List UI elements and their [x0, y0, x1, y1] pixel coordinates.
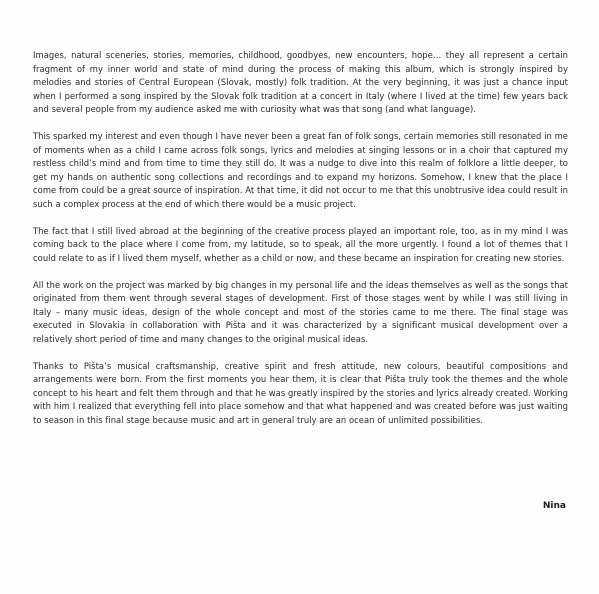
paragraph-1: Images, natural sceneries, stories, memories, childhood, goodbyes, new encounters, hope… they all represent a certain fragment of my inner world and state of mind during the process of making this album, which is strongly inspired by melodies and stories of Central European (Slovak, mostly) folk tradition. At the very beginning, it was just a chance input when I performed a song inspired by the Slovak folk tradition at a concert in Italy (where I lived at the time) few years back and several people from my audience asked me with curiosity what was that song (and what language). [33, 50, 568, 114]
paragraph-4: All the work on the project was marked by big changes in my personal life and the ideas themselves as well as the songs that originated from them went through several stages of development. First of those stages went by while I was still living in Italy – many music ideas, design of the whole concept and most of the stories came to me there. The final stage was executed in Slovakia in collaboration with Pišta and it was characterized by a significant musical development over a relatively short period of time and many changes to the original musical ideas. [33, 279, 568, 344]
paragraph-5: Thanks to Pišta’s musical craftsmanship, creative spirit and fresh attitude, new colours, beautiful compositions and arrangements were born. From the first moments you hear them, it is clear that Pišta truly took the themes and the whole concept to his heart and felt them through and that he was greatly inspired by the stories and lyrics already created. Working with him I realized that everything fell into place somehow and that what happened and was created before was just waiting to season in this final stage because music and art in general truly are an ocean of unlimited possibilities. [33, 360, 568, 425]
body-text [33, 49, 568, 441]
paragraph-2: This sparked my interest and even though I have never been a great fan of folk songs, certain memories still resonated in me of moments when as a child I came across folk songs, lyrics and melodies at singing lessons or in a choir that captured my restless child’s mind and from time to time they still do. It was a nudge to dive into this realm of folklore a little deeper, to get my hands on authentic song collections and recordings and to expand my horizons. Somehow, I knew that the place I come from could be a great source of inspiration. At that time, it did not occur to me that this unobtrusive idea could result in such a complex process at the end of which there would be a music project. [33, 131, 568, 209]
paragraph-3: The fact that I still lived abroad at the beginning of the creative process played an important role, too, as in my mind I was coming back to the place where I come from, my latitude, so to speak, all the more urgently. I found a lot of themes that I could relate to as if I lived them myself, whether as a child or now, and these became an inspiration for creating new stories. [33, 225, 568, 263]
author-signature: Nina [542, 501, 566, 511]
